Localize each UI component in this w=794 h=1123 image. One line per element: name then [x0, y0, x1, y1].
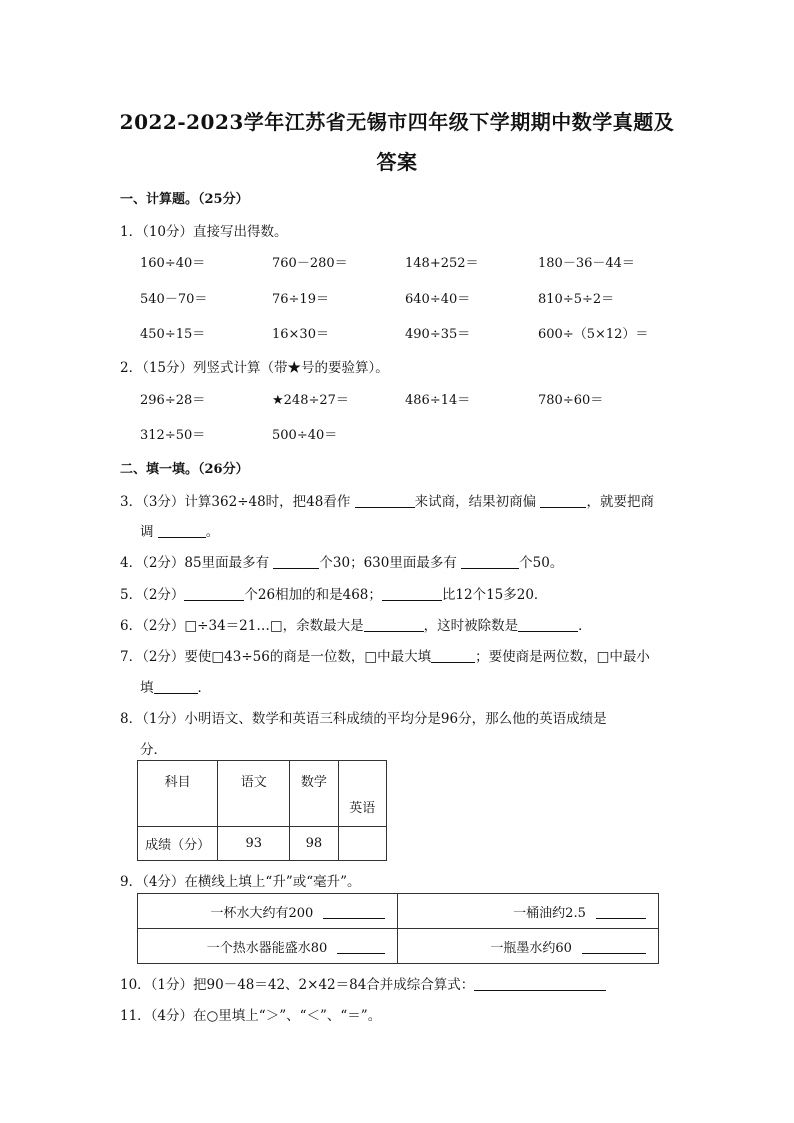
q3-text-e: 。	[205, 524, 220, 540]
q4-text-a: 4．（2分）85里面最多有	[120, 555, 270, 571]
q3-text-c: ，就要把商	[586, 494, 654, 510]
q8-score-table	[137, 760, 387, 861]
question-3-line2	[140, 520, 219, 540]
q8-header-subject: 科目	[138, 761, 218, 827]
q1-item-4: 180－36－44＝	[538, 256, 635, 271]
question-11-text: 11．（4分）在○里填上“＞”、“＜”、“＝”。	[120, 1008, 382, 1024]
q2-item-2: ★248÷27＝	[272, 393, 349, 408]
q9-cell-4-text: 一瓶墨水约60	[490, 940, 572, 956]
q6-text-a: 6．（2分）□÷34＝21…□，余数最大是	[120, 618, 364, 634]
q8-header-math: 数学	[290, 761, 338, 827]
q2-item-3: 486÷14＝	[405, 393, 471, 408]
q3-blank-1[interactable]	[355, 493, 415, 508]
q1-item-12: 600÷（5×12）＝	[538, 327, 649, 342]
document-title-line1: 2022-2023学年江苏省无锡市四年级下学期期中数学真题及	[119, 110, 675, 134]
q5-blank-1[interactable]	[184, 586, 244, 601]
question-3-line1	[120, 490, 654, 510]
q2-item-6: 500÷40＝	[272, 428, 338, 443]
q9-cell-1	[138, 894, 398, 929]
q1-item-5: 540－70＝	[140, 292, 208, 307]
q7-text-d: ．	[197, 680, 211, 696]
q9-blank-2[interactable]	[596, 904, 646, 919]
q1-item-7: 640÷40＝	[405, 292, 471, 307]
q5-text-c: 比12个15多20．	[441, 587, 548, 603]
q5-blank-2[interactable]	[382, 586, 442, 601]
question-2-text: 2．（15分）列竖式计算（带★号的要验算）。	[120, 360, 389, 376]
q1-item-11: 490÷35＝	[405, 327, 471, 342]
q10-text: 10．（1分）把90－48＝42、2×42＝84合并成综合算式：	[120, 977, 475, 993]
q9-blank-1[interactable]	[323, 904, 385, 919]
q8-value-math: 98	[290, 827, 338, 861]
question-7-line1	[120, 645, 650, 665]
q3-blank-3[interactable]	[158, 523, 206, 538]
q4-text-b: 个30；630里面最多有	[319, 555, 457, 571]
q3-text-a: 3．（3分）计算362÷48时，把48看作	[120, 494, 351, 510]
q4-blank-2[interactable]	[461, 554, 519, 569]
q6-blank-2[interactable]	[518, 617, 578, 632]
q9-cell-1-text: 一杯水大约有200	[210, 905, 314, 921]
q2-item-5: 312÷50＝	[140, 428, 206, 443]
q9-blank-3[interactable]	[337, 939, 385, 954]
q5-text-a: 5．（2分）	[120, 587, 185, 603]
question-1-text: 1．（10分）直接写出得数。	[120, 224, 288, 240]
question-10	[120, 973, 606, 993]
question-7-line2	[140, 676, 211, 696]
q9-cell-2	[398, 894, 659, 929]
q1-item-9: 450÷15＝	[140, 327, 206, 342]
q4-text-c: 个50。	[519, 555, 564, 571]
question-8-line2: 分．	[140, 742, 167, 758]
q7-text-c: 填	[140, 680, 154, 696]
q3-text-b: 来试商，结果初商偏	[414, 494, 537, 510]
q3-text-d: 调	[140, 524, 154, 540]
q8-header-chinese: 语文	[218, 761, 290, 827]
section1-heading: 一、计算题。（25分）	[120, 192, 249, 207]
q2-item-1: 296÷28＝	[140, 393, 206, 408]
q3-blank-2[interactable]	[540, 493, 586, 508]
q9-unit-table	[137, 893, 659, 964]
q8-value-chinese: 93	[218, 827, 290, 861]
q8-row-label: 成绩（分）	[138, 827, 218, 861]
question-6	[120, 614, 592, 634]
q1-item-1: 160÷40＝	[140, 256, 206, 271]
q8-header-english: 英语	[338, 761, 386, 827]
q9-cell-4	[398, 929, 659, 964]
section2-heading: 二、填一填。（26分）	[120, 462, 249, 477]
q8-value-english[interactable]	[338, 827, 386, 861]
document-title-line2: 答案	[376, 150, 418, 174]
q5-text-b: 个26相加的和是468；	[244, 587, 382, 603]
q2-item-4: 780÷60＝	[538, 393, 604, 408]
q6-blank-1[interactable]	[364, 617, 424, 632]
q4-blank-1[interactable]	[273, 554, 319, 569]
q10-blank[interactable]	[474, 976, 606, 991]
q9-cell-3	[138, 929, 398, 964]
q9-cell-2-text: 一桶油约2.5	[513, 905, 586, 921]
q1-item-6: 76÷19＝	[272, 292, 329, 307]
question-4	[120, 551, 563, 571]
q7-text-b: ；要使商是两位数，□中最小	[475, 649, 650, 665]
q9-blank-4[interactable]	[582, 939, 646, 954]
q1-item-10: 16×30＝	[272, 327, 329, 342]
q1-item-2: 760－280＝	[272, 256, 348, 271]
q7-blank-1[interactable]	[431, 648, 475, 663]
question-8-line1: 8．（1分）小明语文、数学和英语三科成绩的平均分是96分，那么他的英语成绩是	[120, 711, 607, 727]
q7-blank-2[interactable]	[154, 679, 198, 694]
q9-cell-3-text: 一个热水器能盛水80	[206, 940, 328, 956]
question-9-text: 9．（4分）在横线上填上“升”或“毫升”。	[120, 874, 361, 890]
q7-text-a: 7．（2分）要使□43÷56的商是一位数，□中最大填	[120, 649, 432, 665]
q6-text-c: ．	[578, 618, 592, 634]
q1-item-8: 810÷5÷2＝	[538, 292, 615, 307]
question-5	[120, 583, 547, 603]
q1-item-3: 148+252＝	[405, 256, 479, 271]
q6-text-b: ，这时被除数是	[423, 618, 519, 634]
